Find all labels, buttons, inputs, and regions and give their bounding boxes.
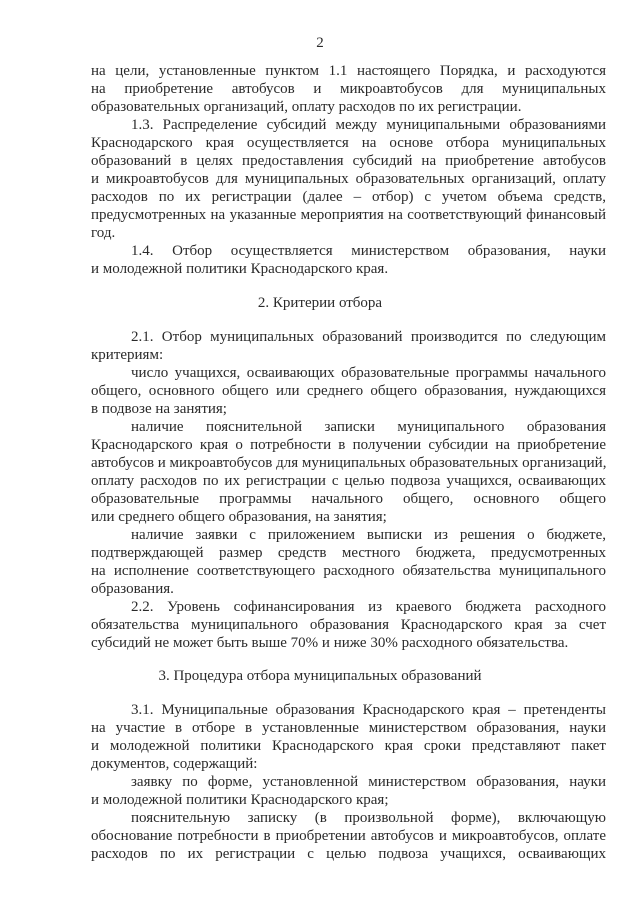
page-number: 2 (316, 35, 324, 51)
paragraph-line: расходов по их регистрации (далее – отбор) с учетом объема средств, (91, 189, 606, 205)
paragraph-line: обоснование потребности в приобретении автобусов и микроавтобусов, оплате (91, 828, 606, 844)
paragraph-line: автобусов и микроавтобусов для муниципальных образовательных организаций, (91, 455, 607, 471)
paragraph-line: и молодежной политики Краснодарского края. (91, 261, 389, 277)
paragraph-line: расходов по их регистрации с целью подвоза учащихся, осваивающих (91, 846, 606, 862)
paragraph-line: образовательные программы начального общего, основного общего (91, 491, 606, 507)
paragraph-line: обязательства муниципального образования Краснодарского края за счет (91, 617, 606, 633)
paragraph-line: наличие заявки с приложением выписки из решения о бюджете, (131, 527, 606, 543)
paragraph-line: подтверждающей размер средств местного бюджета, предусмотренных (91, 545, 606, 561)
paragraph-line: образования. (91, 581, 174, 597)
paragraph-line: критериям: (91, 347, 164, 363)
paragraph-line: в подвозе на занятия; (91, 401, 227, 417)
paragraph-line: и микроавтобусов для муниципальных образовательных организаций, оплату (91, 171, 606, 187)
paragraph-line: пояснительную записку (в произвольной форме), включающую (131, 810, 606, 826)
paragraph-line: на цели, установленные пунктом 1.1 настоящего Порядка, и расходуются (91, 63, 606, 79)
paragraph-line: общего, основного общего или среднего общего образования, нуждающихся (91, 383, 606, 399)
paragraph-line: число учащихся, осваивающих образовательные программы начального (131, 365, 606, 381)
paragraph-line: на приобретение автобусов и микроавтобусов для муниципальных (91, 81, 606, 97)
paragraph-line: год. (91, 225, 116, 241)
paragraph-line: 2.1. Отбор муниципальных образований производится по следующим (131, 329, 606, 345)
paragraph-line: 2.2. Уровень софинансирования из краевого бюджета расходного (131, 599, 606, 615)
paragraph-line: документов, содержащий: (91, 756, 258, 772)
paragraph-line: 1.3. Распределение субсидий между муниципальными образованиями (131, 117, 606, 133)
paragraph-line: предусмотренных на указанные мероприятия на соответствующий финансовый (91, 207, 606, 223)
paragraph-line: на исполнение соответствующего расходного обязательства муниципального (91, 563, 606, 579)
section-heading: 3. Процедура отбора муниципальных образований (158, 668, 482, 684)
paragraph-line: образований в целях предоставления субсидий на приобретение автобусов (91, 153, 606, 169)
section-heading: 2. Критерии отбора (257, 295, 383, 311)
paragraph-line: наличие пояснительной записки муниципального образования (131, 419, 606, 435)
paragraph-line: заявку по форме, установленной министерством образования, науки (131, 774, 606, 790)
paragraph-line: 3.1. Муниципальные образования Краснодарского края – претенденты (131, 702, 606, 718)
paragraph-line: Краснодарского края о потребности в получении субсидии на приобретение (91, 437, 606, 453)
paragraph-line: образовательных организаций, оплату расходов по их регистрации. (91, 99, 522, 115)
paragraph-line: Краснодарского края осуществляется на основе отбора муниципальных (91, 135, 606, 151)
paragraph-line: и молодежной политики Краснодарского края сроки представляют пакет (91, 738, 606, 754)
paragraph-line: субсидий не может быть выше 70% и ниже 30% расходного обязательства. (91, 635, 569, 651)
paragraph-line: на участие в отборе в установленные министерством образования, науки (91, 720, 606, 736)
paragraph-line: оплату расходов по их регистрации с целью подвоза учащихся, осваивающих (91, 473, 606, 489)
paragraph-line: или среднего общего образования, на занятия; (91, 509, 387, 525)
paragraph-line: 1.4. Отбор осуществляется министерством образования, науки (131, 243, 606, 259)
paragraph-line: и молодежной политики Краснодарского края; (91, 792, 389, 808)
